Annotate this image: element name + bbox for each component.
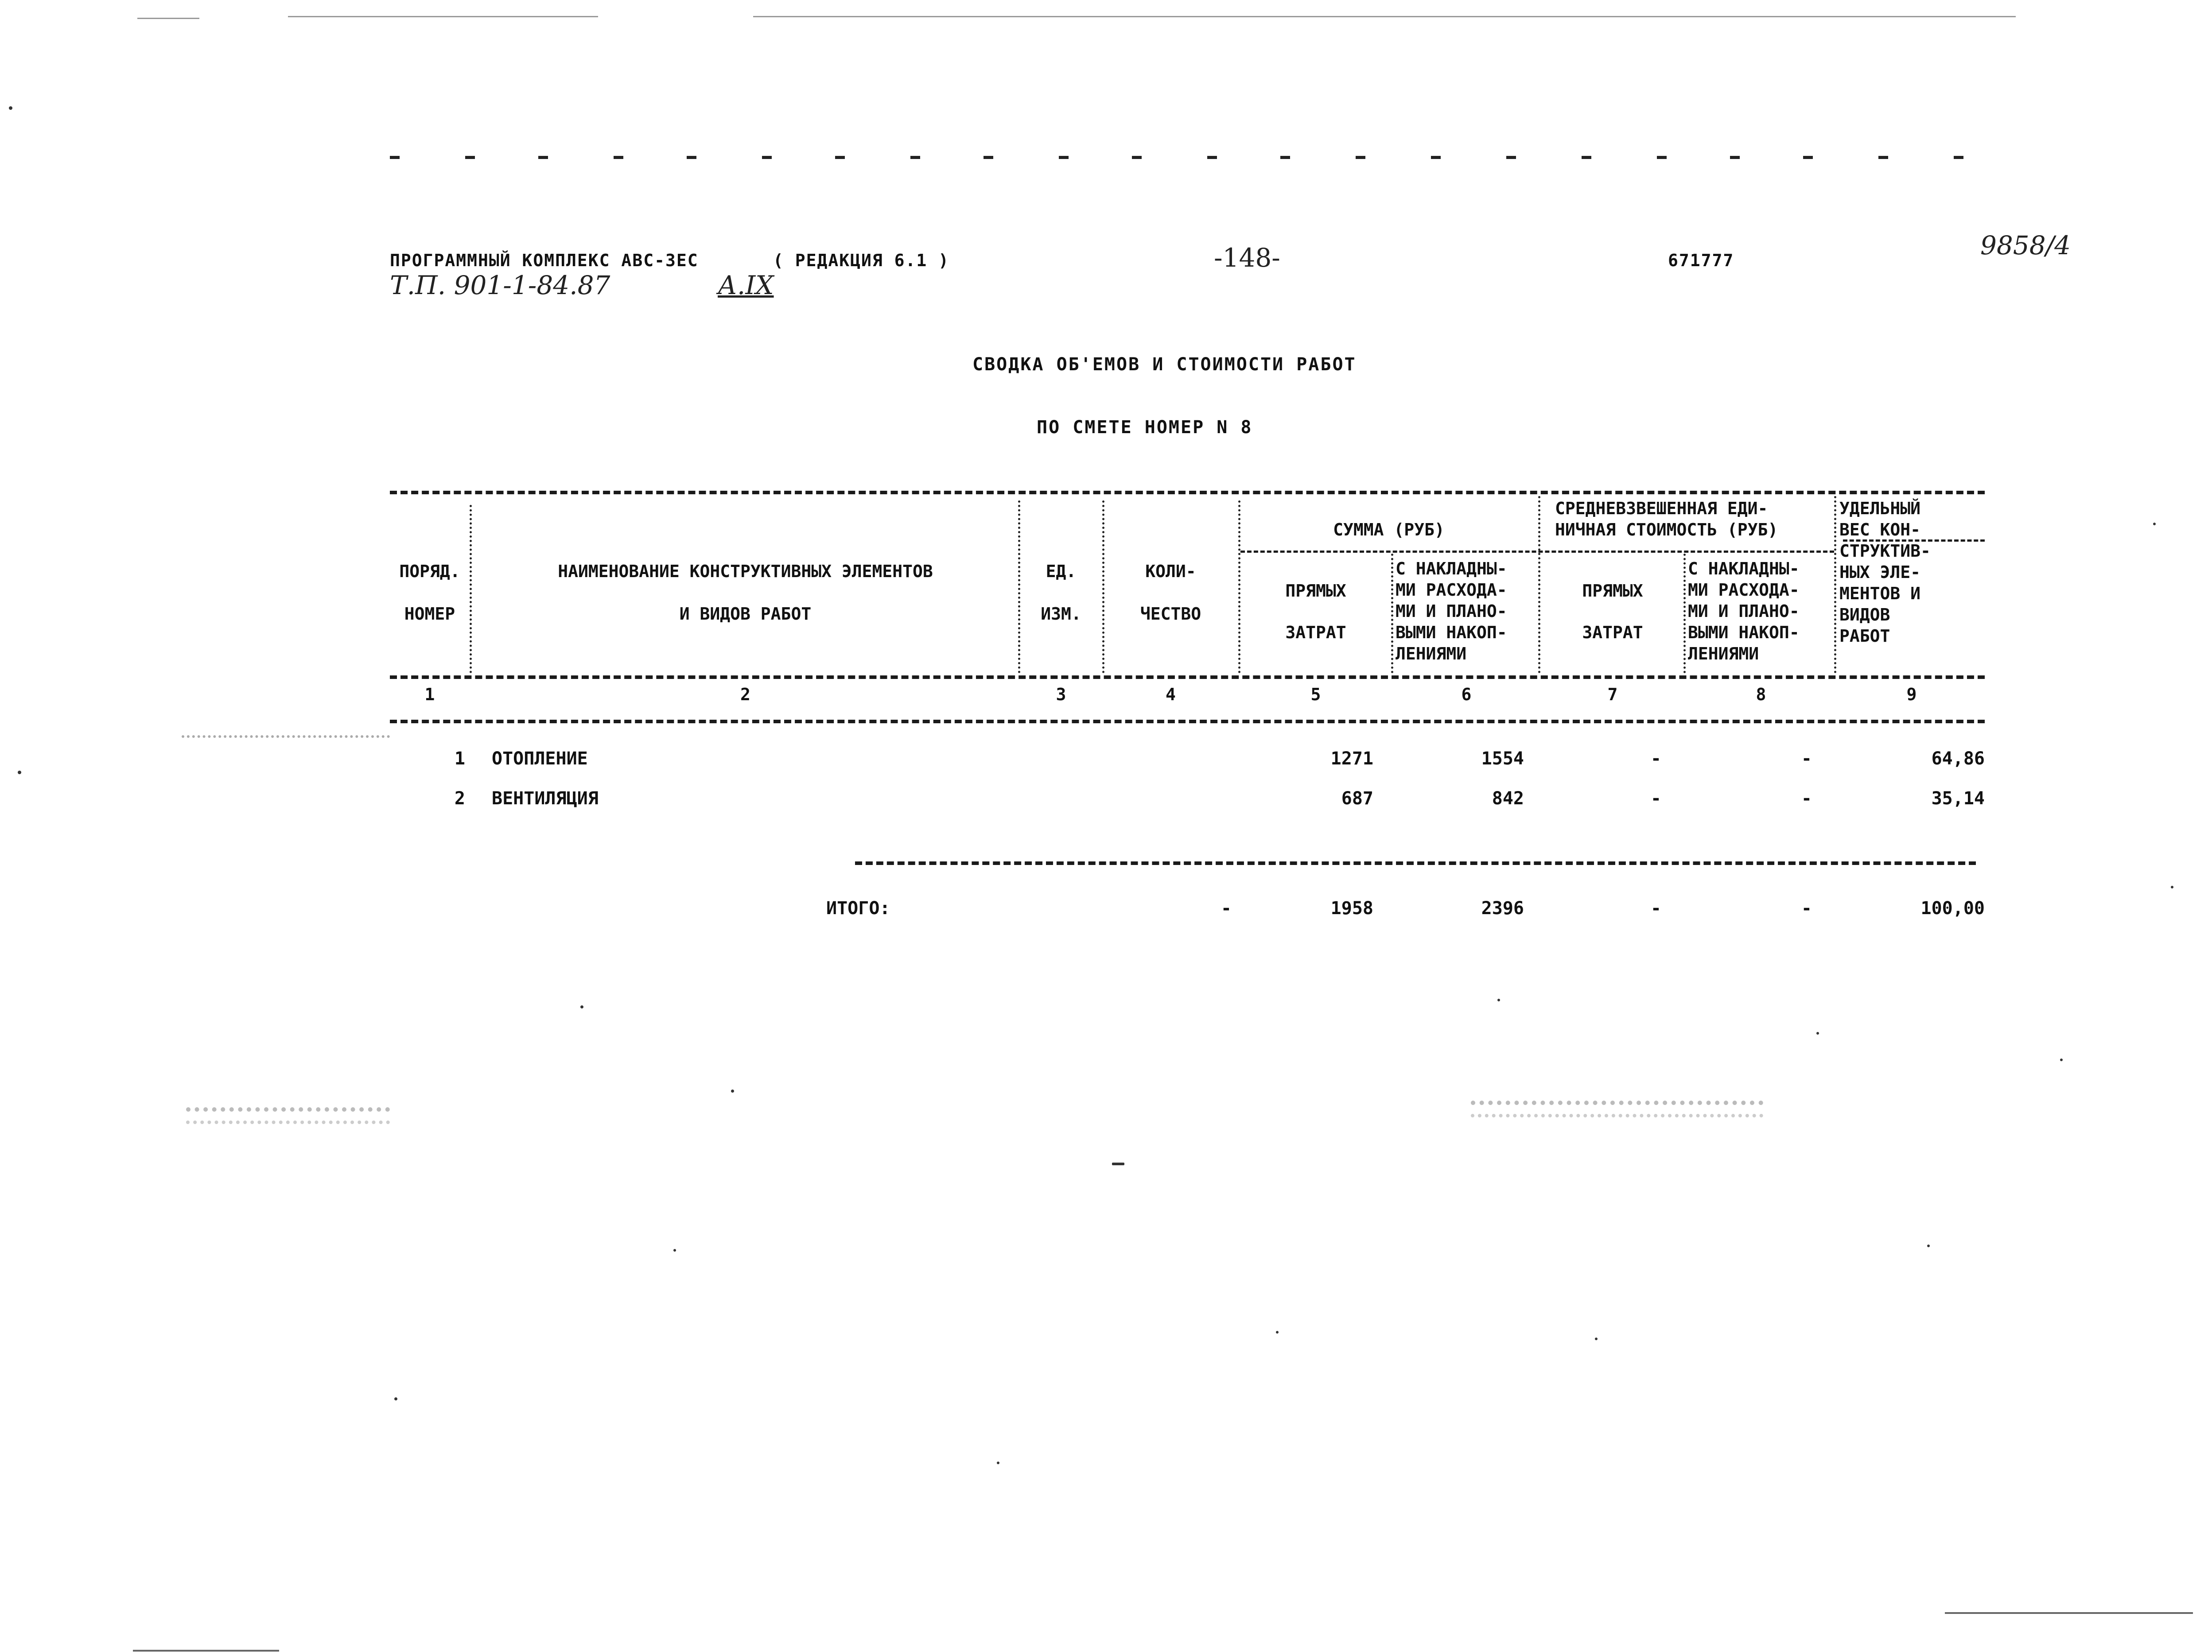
column-number-2: 2 xyxy=(740,685,750,704)
scan-smudge xyxy=(186,1121,390,1124)
header-quantity-2: ЧЕСТВО xyxy=(1140,604,1201,624)
column-number-1: 1 xyxy=(424,685,435,704)
total-average-direct: - xyxy=(1650,898,1661,919)
header-order-number-2: НОМЕР xyxy=(404,604,455,624)
total-quantity: - xyxy=(1221,898,1232,919)
row-number: 2 xyxy=(454,788,465,809)
column-number-8: 8 xyxy=(1756,685,1766,704)
row-overhead-cost: 1554 xyxy=(1481,748,1524,769)
header-average-overhead: С НАКЛАДНЫ- МИ РАСХОДА- МИ И ПЛАНО- ВЫМИ НАКОП- ЛЕНИЯМИ xyxy=(1688,559,1800,663)
header-order-number-1: ПОРЯД. xyxy=(399,562,460,581)
header-sum-group: СУММА (РУБ) xyxy=(1333,520,1445,539)
scan-smudge xyxy=(1471,1114,1763,1117)
row-direct-cost: 1271 xyxy=(1330,748,1373,769)
column-separator xyxy=(1102,500,1104,673)
album-reference: А.IX xyxy=(718,270,774,300)
program-name: ПРОГРАММНЫЙ КОМПЛЕКС АВС-3ЕС xyxy=(390,251,699,270)
row-average-overhead: - xyxy=(1801,748,1812,769)
row-share: 64,86 xyxy=(1931,748,1985,769)
tp-reference: Т.П. 901-1-84.87 xyxy=(390,270,610,300)
total-label: ИТОГО: xyxy=(826,898,890,919)
table-top-rule xyxy=(390,491,1985,494)
total-share: 100,00 xyxy=(1920,898,1985,919)
total-overhead-cost: 2396 xyxy=(1481,898,1524,919)
scan-artifact xyxy=(1945,1612,2193,1614)
total-direct-cost: 1958 xyxy=(1330,898,1373,919)
column-separator xyxy=(1391,554,1393,673)
column-number-rule xyxy=(390,720,1985,723)
header-unit-2: ИЗМ. xyxy=(1041,604,1081,624)
column-separator xyxy=(470,505,472,673)
scan-artifact xyxy=(753,16,2016,17)
scan-artifact xyxy=(288,16,598,17)
column-number-7: 7 xyxy=(1607,685,1618,704)
sheet-reference: 9858/4 xyxy=(1980,230,2071,260)
row-overhead-cost: 842 xyxy=(1492,788,1524,809)
column-separator xyxy=(1683,554,1686,673)
row-share: 35,14 xyxy=(1931,788,1985,809)
header-quantity-1: КОЛИ- xyxy=(1145,562,1196,581)
header-average-group: СРЕДНЕВЗВЕШЕННАЯ ЕДИ- НИЧНАЯ СТОИМОСТЬ (РУБ) xyxy=(1555,499,1778,539)
column-number-5: 5 xyxy=(1310,685,1321,704)
scan-smudge xyxy=(1471,1101,1763,1105)
total-average-overhead: - xyxy=(1801,898,1812,919)
row-number: 1 xyxy=(454,748,465,769)
header-bottom-rule xyxy=(390,675,1985,679)
header-name-1: НАИМЕНОВАНИЕ КОНСТРУКТИВНЫХ ЭЛЕМЕНТОВ xyxy=(558,562,933,581)
row-average-direct: - xyxy=(1650,748,1661,769)
scan-artifact xyxy=(137,18,199,19)
scan-artifact xyxy=(133,1650,279,1652)
column-number-9: 9 xyxy=(1906,685,1917,704)
header-average-direct-2: ЗАТРАТ xyxy=(1582,623,1643,642)
scan-smudge xyxy=(186,1107,390,1112)
header-unit-1: ЕД. xyxy=(1046,562,1077,581)
row-average-direct: - xyxy=(1650,788,1661,809)
row-name: ВЕНТИЛЯЦИЯ xyxy=(492,788,599,809)
header-share: УДЕЛЬНЫЙ ВЕС КОН- СТРУКТИВ- НЫХ ЭЛЕ- МЕНТОВ И ВИДОВ РАБОТ xyxy=(1839,499,1931,646)
header-sum-direct-1: ПРЯМЫХ xyxy=(1285,581,1346,601)
total-rule xyxy=(855,861,1976,865)
column-number-4: 4 xyxy=(1166,685,1176,704)
header-name-2: И ВИДОВ РАБОТ xyxy=(679,604,812,624)
header-sum-direct-2: ЗАТРАТ xyxy=(1285,623,1346,642)
page-number: -148- xyxy=(1214,243,1280,273)
header-sum-overhead: С НАКЛАДНЫ- МИ РАСХОДА- МИ И ПЛАНО- ВЫМИ НАКОП- ЛЕНИЯМИ xyxy=(1396,559,1507,663)
estimate-title: ПО СМЕТЕ НОМЕР N 8 xyxy=(1037,417,1253,438)
group-sub-rule xyxy=(1240,551,1834,553)
row-name: ОТОПЛЕНИЕ xyxy=(492,748,588,769)
row-average-overhead: - xyxy=(1801,788,1812,809)
column-separator xyxy=(1538,496,1540,673)
column-number-6: 6 xyxy=(1461,685,1472,704)
document-code: 671777 xyxy=(1668,251,1734,270)
document-title: СВОДКА ОБ'ЕМОВ И СТОИМОСТИ РАБОТ xyxy=(972,354,1357,375)
column-separator xyxy=(1018,500,1020,673)
scan-smudge xyxy=(182,735,390,738)
row-direct-cost: 687 xyxy=(1341,788,1373,809)
column-number-3: 3 xyxy=(1056,685,1066,704)
header-average-direct-1: ПРЯМЫХ xyxy=(1582,581,1643,601)
edition-label: ( РЕДАКЦИЯ 6.1 ) xyxy=(773,251,950,270)
